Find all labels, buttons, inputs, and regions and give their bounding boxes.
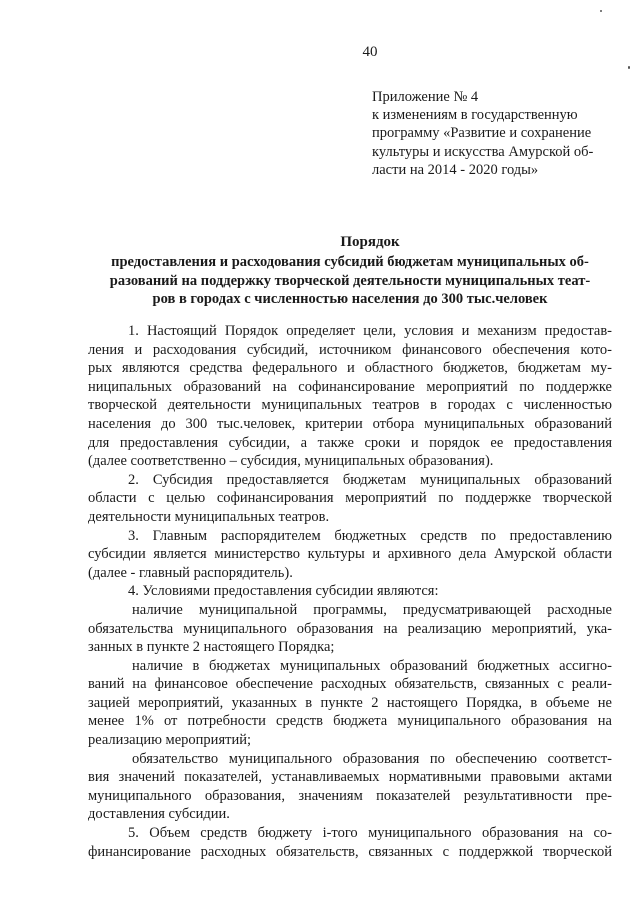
text-line: обязательство муниципального образования по обеспечению соответст- <box>132 750 612 767</box>
appendix-line: культуры и искусства Амурской об- <box>372 143 594 160</box>
text-line: области с целью софинансирования мероприятий по поддержке творческой <box>88 490 612 507</box>
text-line: творческой деятельности муниципальных театров в городах с численностью <box>88 397 612 414</box>
document-title: Порядок <box>340 234 400 250</box>
paragraph-3 <box>88 527 612 583</box>
text-line: финансирование расходных обязательств, связанных с поддержкой творческой <box>88 843 612 860</box>
text-line: наличие в бюджетах муниципальных образований бюджетных ассигно- <box>132 657 612 674</box>
scan-speck <box>600 10 602 12</box>
text-line: 5. Объем средств бюджету i-того муниципального образования на со- <box>128 825 612 842</box>
text-line: для предоставления субсидии, а также сроки и порядок ее предоставления <box>88 434 612 451</box>
scan-speck <box>628 66 630 69</box>
document-subtitle <box>88 253 612 309</box>
text-line: деятельности муниципальных театров. <box>88 508 330 525</box>
appendix-line: ласти на 2014 - 2020 годы» <box>372 161 539 178</box>
text-line: обязательства муниципального образования на реализацию мероприятий, ука- <box>88 620 612 637</box>
paragraph-5 <box>88 824 612 861</box>
text-line: субсидии является министерство культуры и архивного дела Амурской области <box>88 546 612 563</box>
document-body <box>88 322 612 861</box>
appendix-line: программу «Развитие и сохранение <box>372 125 592 142</box>
text-line: реализацию мероприятий; <box>88 732 251 749</box>
paragraph-4 <box>88 582 612 601</box>
paragraph-1 <box>88 322 612 471</box>
text-line: наличие муниципальной программы, предусматривающей расходные <box>132 601 612 618</box>
text-line: ниципальных образований на софинансирование мероприятий по поддержке <box>88 378 612 395</box>
appendix-line: к изменениям в государственную <box>372 107 578 124</box>
text-line: вия значений показателей, устанавливаемых нормативными правовыми актами <box>88 769 612 786</box>
appendix-line: Приложение № 4 <box>372 89 479 105</box>
text-line: рых являются средства федерального и областного бюджетов, бюджетам му- <box>88 360 612 377</box>
paragraph-4a <box>88 601 612 657</box>
paragraph-4c <box>88 750 612 824</box>
text-line: 4. Условиями предоставления субсидии являются: <box>128 583 439 600</box>
page-number: 40 <box>362 44 378 60</box>
text-line: ления и расходования субсидий, источником финансового обеспечения кото- <box>88 341 612 358</box>
paragraph-4b <box>88 657 612 750</box>
subtitle-line: предоставления и расходования субсидий бюджетам муниципальных об- <box>111 254 589 270</box>
text-line: (далее - главный распорядитель). <box>88 564 293 581</box>
text-line: ваний на финансовое обеспечение расходных обязательств, связанных с реали- <box>88 676 612 693</box>
text-line: 1. Настоящий Порядок определяет цели, условия и механизм предостав- <box>128 323 612 339</box>
subtitle-line: ров в городах с численностью населения до 300 тыс.человек <box>152 291 548 307</box>
text-line: доставления субсидии. <box>88 806 230 823</box>
paragraph-2 <box>88 471 612 527</box>
text-line: занных в пункте 2 настоящего Порядка; <box>88 639 335 656</box>
subtitle-line: разований на поддержку творческой деятельности муниципальных теат- <box>109 272 591 289</box>
text-line: муниципального образования, значениям показателей результативности пре- <box>88 787 612 804</box>
text-line: населения до 300 тыс.человек, критерии отбора муниципальных образований <box>88 415 612 432</box>
text-line: зацией мероприятий, указанных в пункте 2 настоящего Порядка, в объеме не <box>88 694 612 711</box>
appendix-block <box>372 88 622 179</box>
text-line: менее 1% от потребности средств бюджета муниципального образования на <box>88 713 612 730</box>
text-line: 2. Субсидия предоставляется бюджетам муниципальных образований <box>128 471 612 488</box>
text-line: 3. Главным распорядителем бюджетных средств по предоставлению <box>128 527 612 544</box>
text-line: (далее соответственно – субсидия, муниципальных образования). <box>88 453 494 470</box>
